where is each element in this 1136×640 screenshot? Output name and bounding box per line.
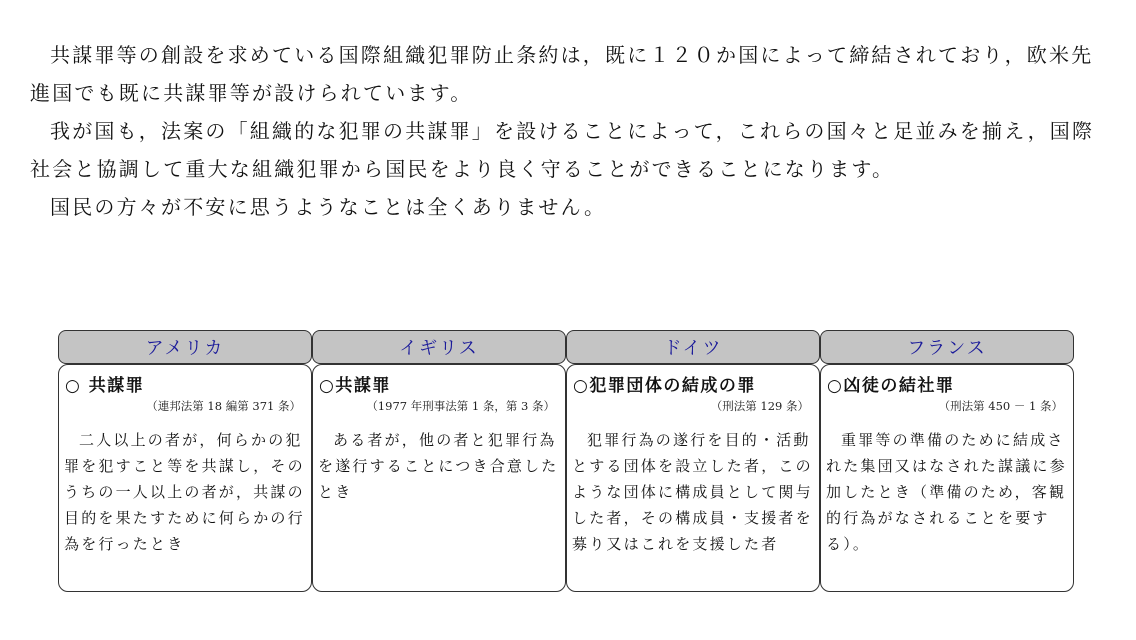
column-body-usa [58,364,312,592]
column-usa [58,330,312,592]
crime-description-usa: 二人以上の者が，何らかの犯罪を犯すこと等を共謀し，そのうちの一人以上の者が，共謀の目的を果たすために何らかの行為を行ったとき [64,431,305,553]
intro-text [30,36,1106,226]
law-reference-germany: （刑法第 129 条） [710,399,809,413]
intro-paragraph-1: 共謀罪等の創設を求めている国際組織犯罪防止条約は，既に１２０か国によって締結されており，欧米先進国でも既に共謀罪等が設けられています。 [30,43,1094,105]
column-uk [312,330,566,592]
crime-title-france: ○凶徒の結社罪 [827,376,955,396]
crime-title-uk: ○共謀罪 [319,376,391,396]
country-header-uk: イギリス [312,330,566,364]
country-header-usa: アメリカ [58,330,312,364]
crime-description-france: 重罪等の準備のために結成された集団又はなされた謀議に参加したとき（準備のため，客観的行為がなされることを要する）。 [826,431,1067,553]
intro-paragraph-3: 国民の方々が不安に思うようなことは全くありません。 [50,195,607,219]
crime-title-usa: ○ 共謀罪 [65,376,145,396]
column-body-germany [566,364,820,592]
crime-description-germany: 犯罪行為の遂行を目的・活動とする団体を設立した者，このような団体に構成員として関与した者，その構成員・支援者を募り又はこれを支援した者 [572,431,813,553]
column-germany [566,330,820,592]
country-header-france: フランス [820,330,1074,364]
column-france [820,330,1074,592]
column-body-france [820,364,1074,592]
column-body-uk [312,364,566,592]
crime-description-uk: ある者が，他の者と犯罪行為を遂行することにつき合意したとき [318,431,559,501]
law-reference-uk: （1977 年刑事法第 1 条，第 3 条） [366,399,555,413]
crime-title-germany: ○犯罪団体の結成の罪 [573,376,756,396]
law-reference-usa: （連邦法第 18 編第 371 条） [146,399,301,413]
intro-paragraph-2: 我が国も，法案の「組織的な犯罪の共謀罪」を設けることによって，これらの国々と足並みを揃え，国際社会と協調して重大な組織犯罪から国民をより良く守ることができることになります。 [30,119,1095,181]
country-header-germany: ドイツ [566,330,820,364]
country-comparison-table [58,330,1074,592]
law-reference-france: （刑法第 450 － 1 条） [938,399,1063,413]
